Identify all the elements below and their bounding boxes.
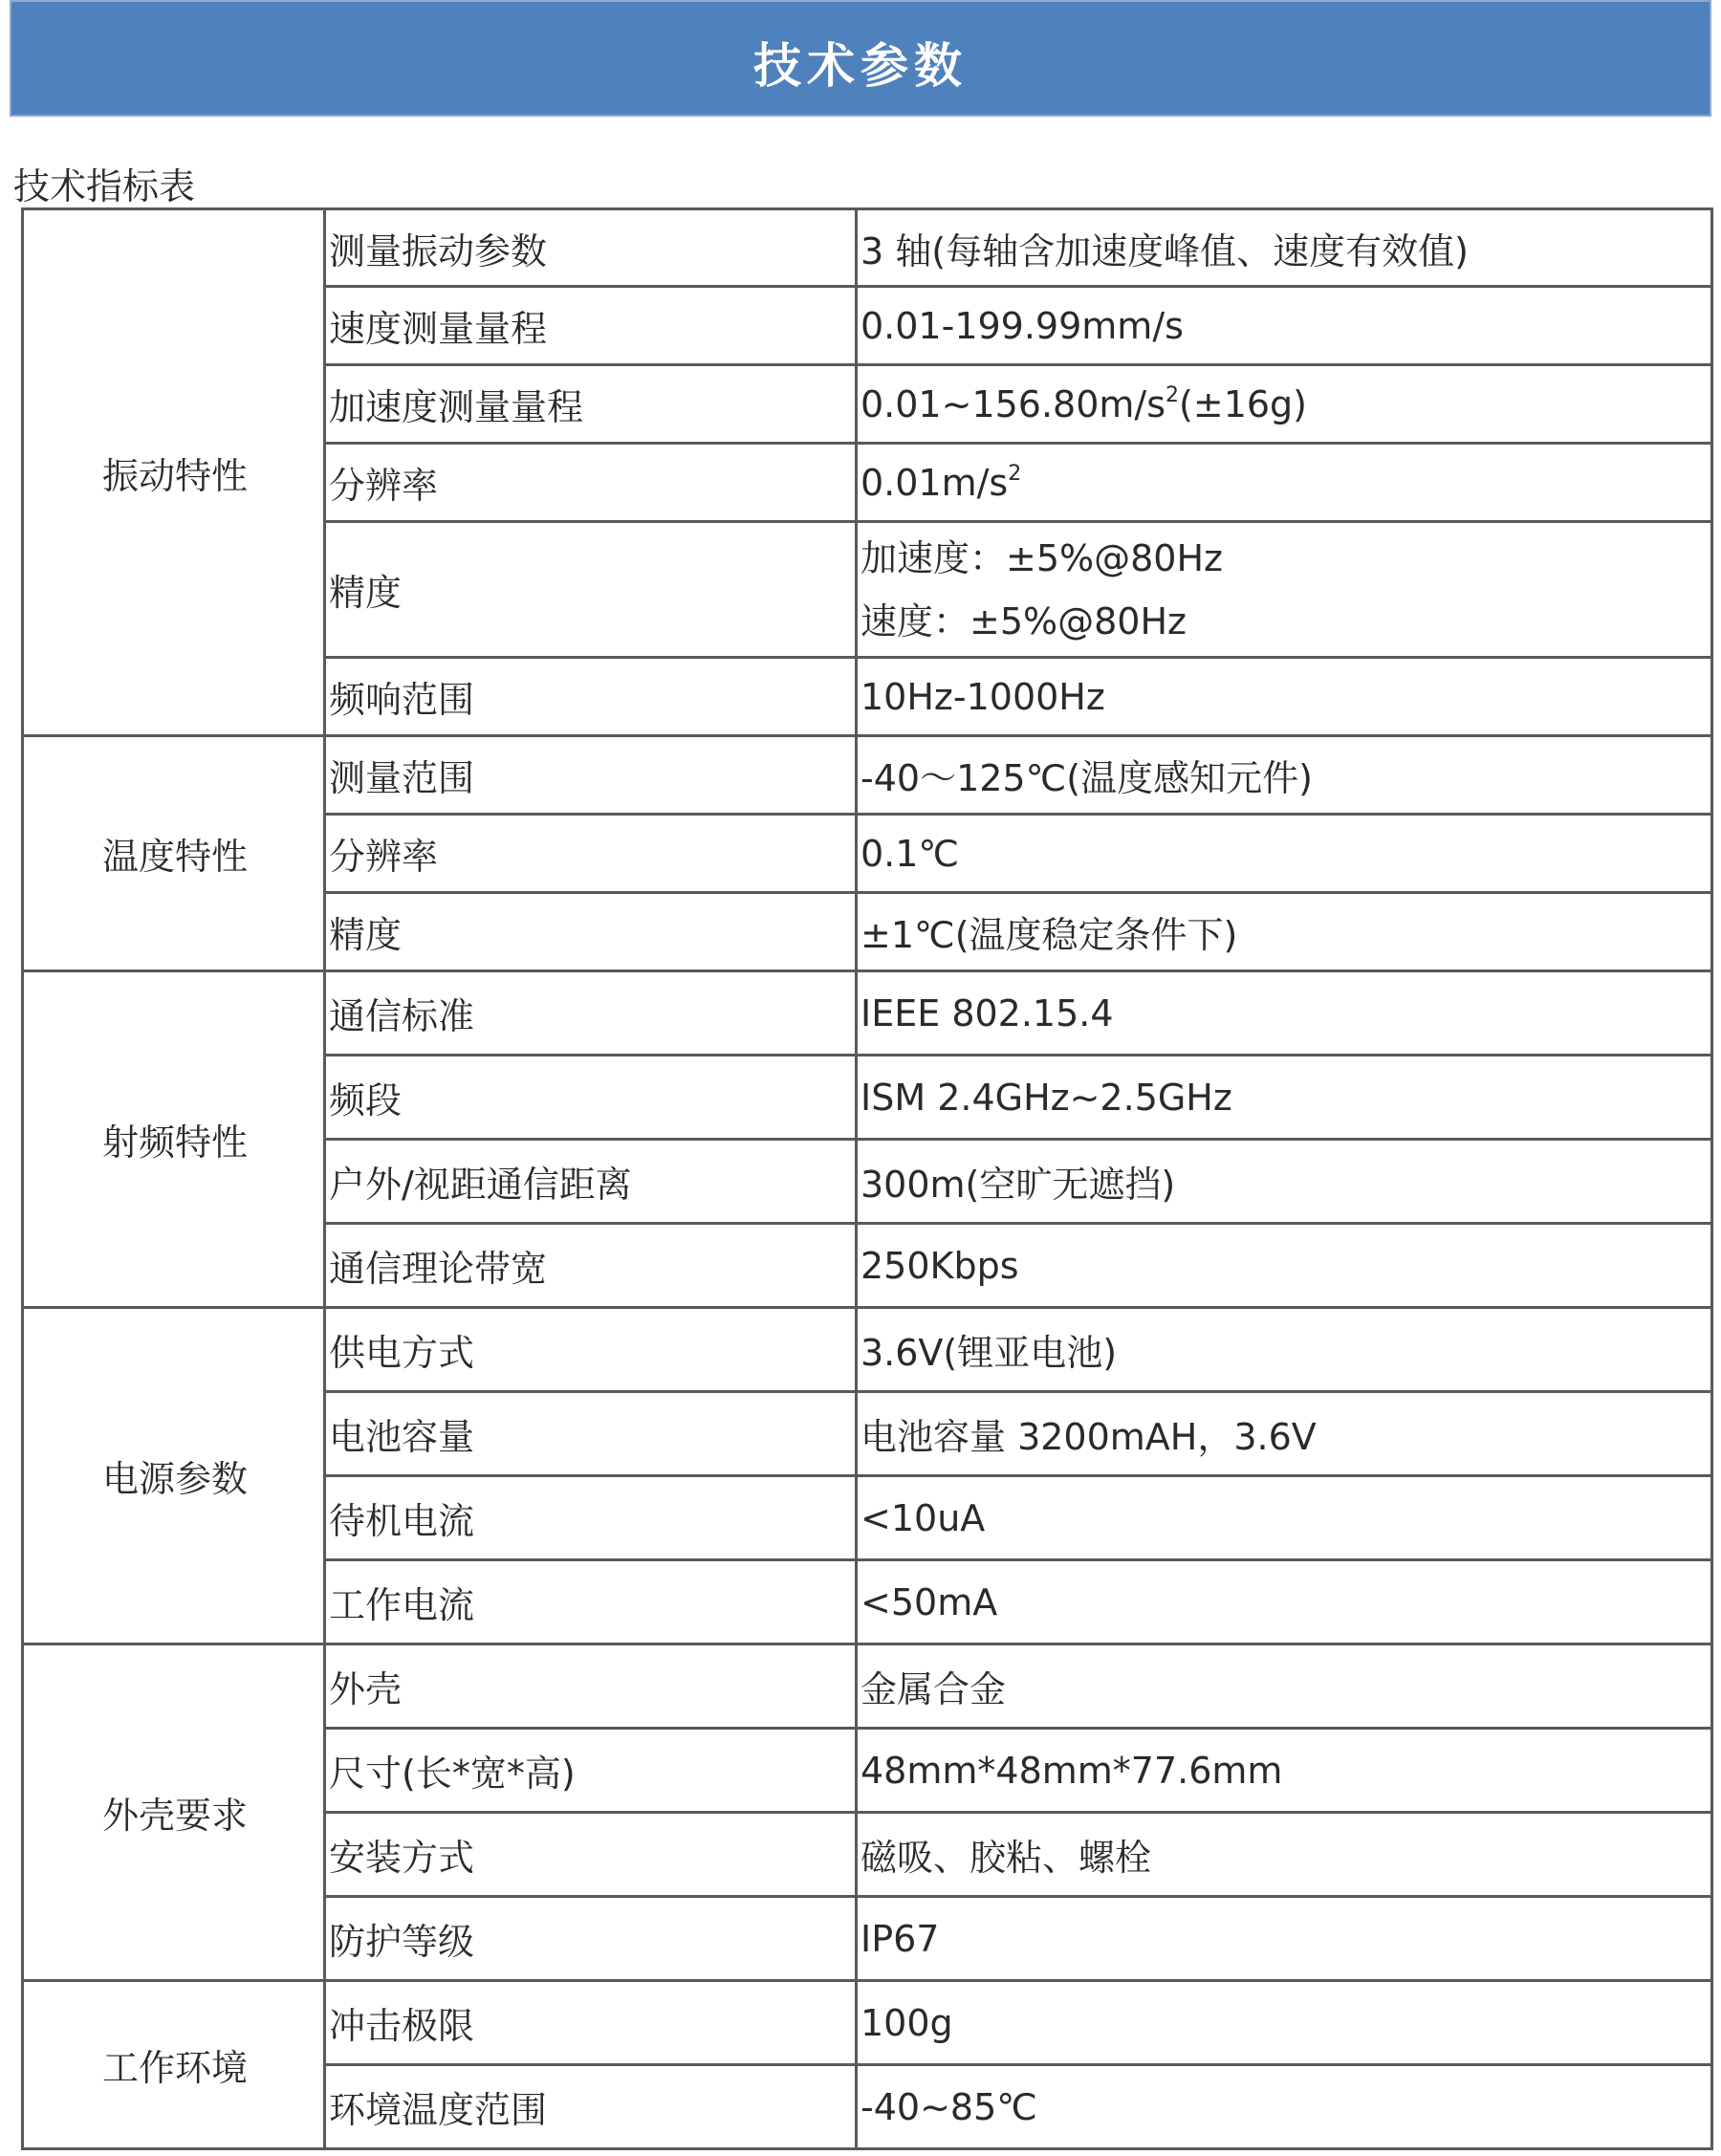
value-cell: ISM 2.4GHz~2.5GHz <box>857 1056 1712 1140</box>
param-cell: 冲击极限 <box>325 1981 857 2065</box>
param-cell: 分辨率 <box>325 815 857 893</box>
value-cell <box>857 522 1712 658</box>
value-cell: 250Kbps <box>857 1224 1712 1308</box>
table-row <box>23 209 1712 287</box>
param-cell: 电池容量 <box>325 1392 857 1476</box>
table-row <box>23 971 1712 1056</box>
table-row <box>23 736 1712 815</box>
group-label-enclosure: 外壳要求 <box>23 1644 325 1981</box>
param-cell: 环境温度范围 <box>325 2065 857 2149</box>
value-cell: 300m(空旷无遮挡) <box>857 1140 1712 1224</box>
param-cell: 户外/视距通信距离 <box>325 1140 857 1224</box>
param-cell: 分辨率 <box>325 444 857 522</box>
param-cell: 加速度测量量程 <box>325 365 857 444</box>
table-row <box>23 1981 1712 2065</box>
table-row <box>23 1644 1712 1729</box>
param-cell: 通信标准 <box>325 971 857 1056</box>
value-cell: 3 轴(每轴含加速度峰值、速度有效值) <box>857 209 1712 287</box>
value-cell: 金属合金 <box>857 1644 1712 1729</box>
value-cell: 10Hz-1000Hz <box>857 658 1712 736</box>
value-cell: 电池容量 3200mAH，3.6V <box>857 1392 1712 1476</box>
value-cell: 0.01-199.99mm/s <box>857 287 1712 365</box>
header-banner <box>10 0 1711 117</box>
param-cell: 精度 <box>325 893 857 971</box>
table-row <box>23 1308 1712 1392</box>
page-title: 技术参数 <box>753 37 968 94</box>
group-label-environment: 工作环境 <box>23 1981 325 2149</box>
param-cell: 速度测量量程 <box>325 287 857 365</box>
param-cell: 尺寸(长*宽*高) <box>325 1729 857 1813</box>
value-cell: ±1℃(温度稳定条件下) <box>857 893 1712 971</box>
value-cell: -40～125℃(温度感知元件) <box>857 736 1712 815</box>
value-text: 0.01~156.80m/s <box>860 382 1166 425</box>
spec-table <box>21 207 1713 2150</box>
value-cell: <10uA <box>857 1476 1712 1560</box>
param-cell: 供电方式 <box>325 1308 857 1392</box>
value-cell <box>857 444 1712 522</box>
value-line: 速度：±5%@80Hz <box>860 599 1187 642</box>
superscript: 2 <box>1008 461 1022 486</box>
table-caption: 技术指标表 <box>13 165 196 207</box>
value-line: 加速度：±5%@80Hz <box>860 536 1223 579</box>
value-cell <box>857 365 1712 444</box>
param-cell: 待机电流 <box>325 1476 857 1560</box>
param-cell: 防护等级 <box>325 1897 857 1981</box>
value-cell: 0.1℃ <box>857 815 1712 893</box>
value-cell: 磁吸、胶粘、螺栓 <box>857 1813 1712 1897</box>
superscript: 2 <box>1165 382 1180 407</box>
value-text: 0.01m/s <box>860 461 1009 504</box>
group-label-power: 电源参数 <box>23 1308 325 1644</box>
value-text: (±16g) <box>1179 382 1307 425</box>
group-label-vibration: 振动特性 <box>23 209 325 736</box>
value-cell: 3.6V(锂亚电池) <box>857 1308 1712 1392</box>
param-cell: 测量范围 <box>325 736 857 815</box>
param-cell: 通信理论带宽 <box>325 1224 857 1308</box>
value-cell: IEEE 802.15.4 <box>857 971 1712 1056</box>
value-cell: -40~85℃ <box>857 2065 1712 2149</box>
param-cell: 工作电流 <box>325 1560 857 1644</box>
param-cell: 外壳 <box>325 1644 857 1729</box>
param-cell: 安装方式 <box>325 1813 857 1897</box>
param-cell: 频响范围 <box>325 658 857 736</box>
value-cell: IP67 <box>857 1897 1712 1981</box>
param-cell: 测量振动参数 <box>325 209 857 287</box>
group-label-rf: 射频特性 <box>23 971 325 1308</box>
value-cell: 48mm*48mm*77.6mm <box>857 1729 1712 1813</box>
param-cell: 频段 <box>325 1056 857 1140</box>
value-cell: <50mA <box>857 1560 1712 1644</box>
param-cell: 精度 <box>325 522 857 658</box>
value-cell: 100g <box>857 1981 1712 2065</box>
group-label-temperature: 温度特性 <box>23 736 325 971</box>
